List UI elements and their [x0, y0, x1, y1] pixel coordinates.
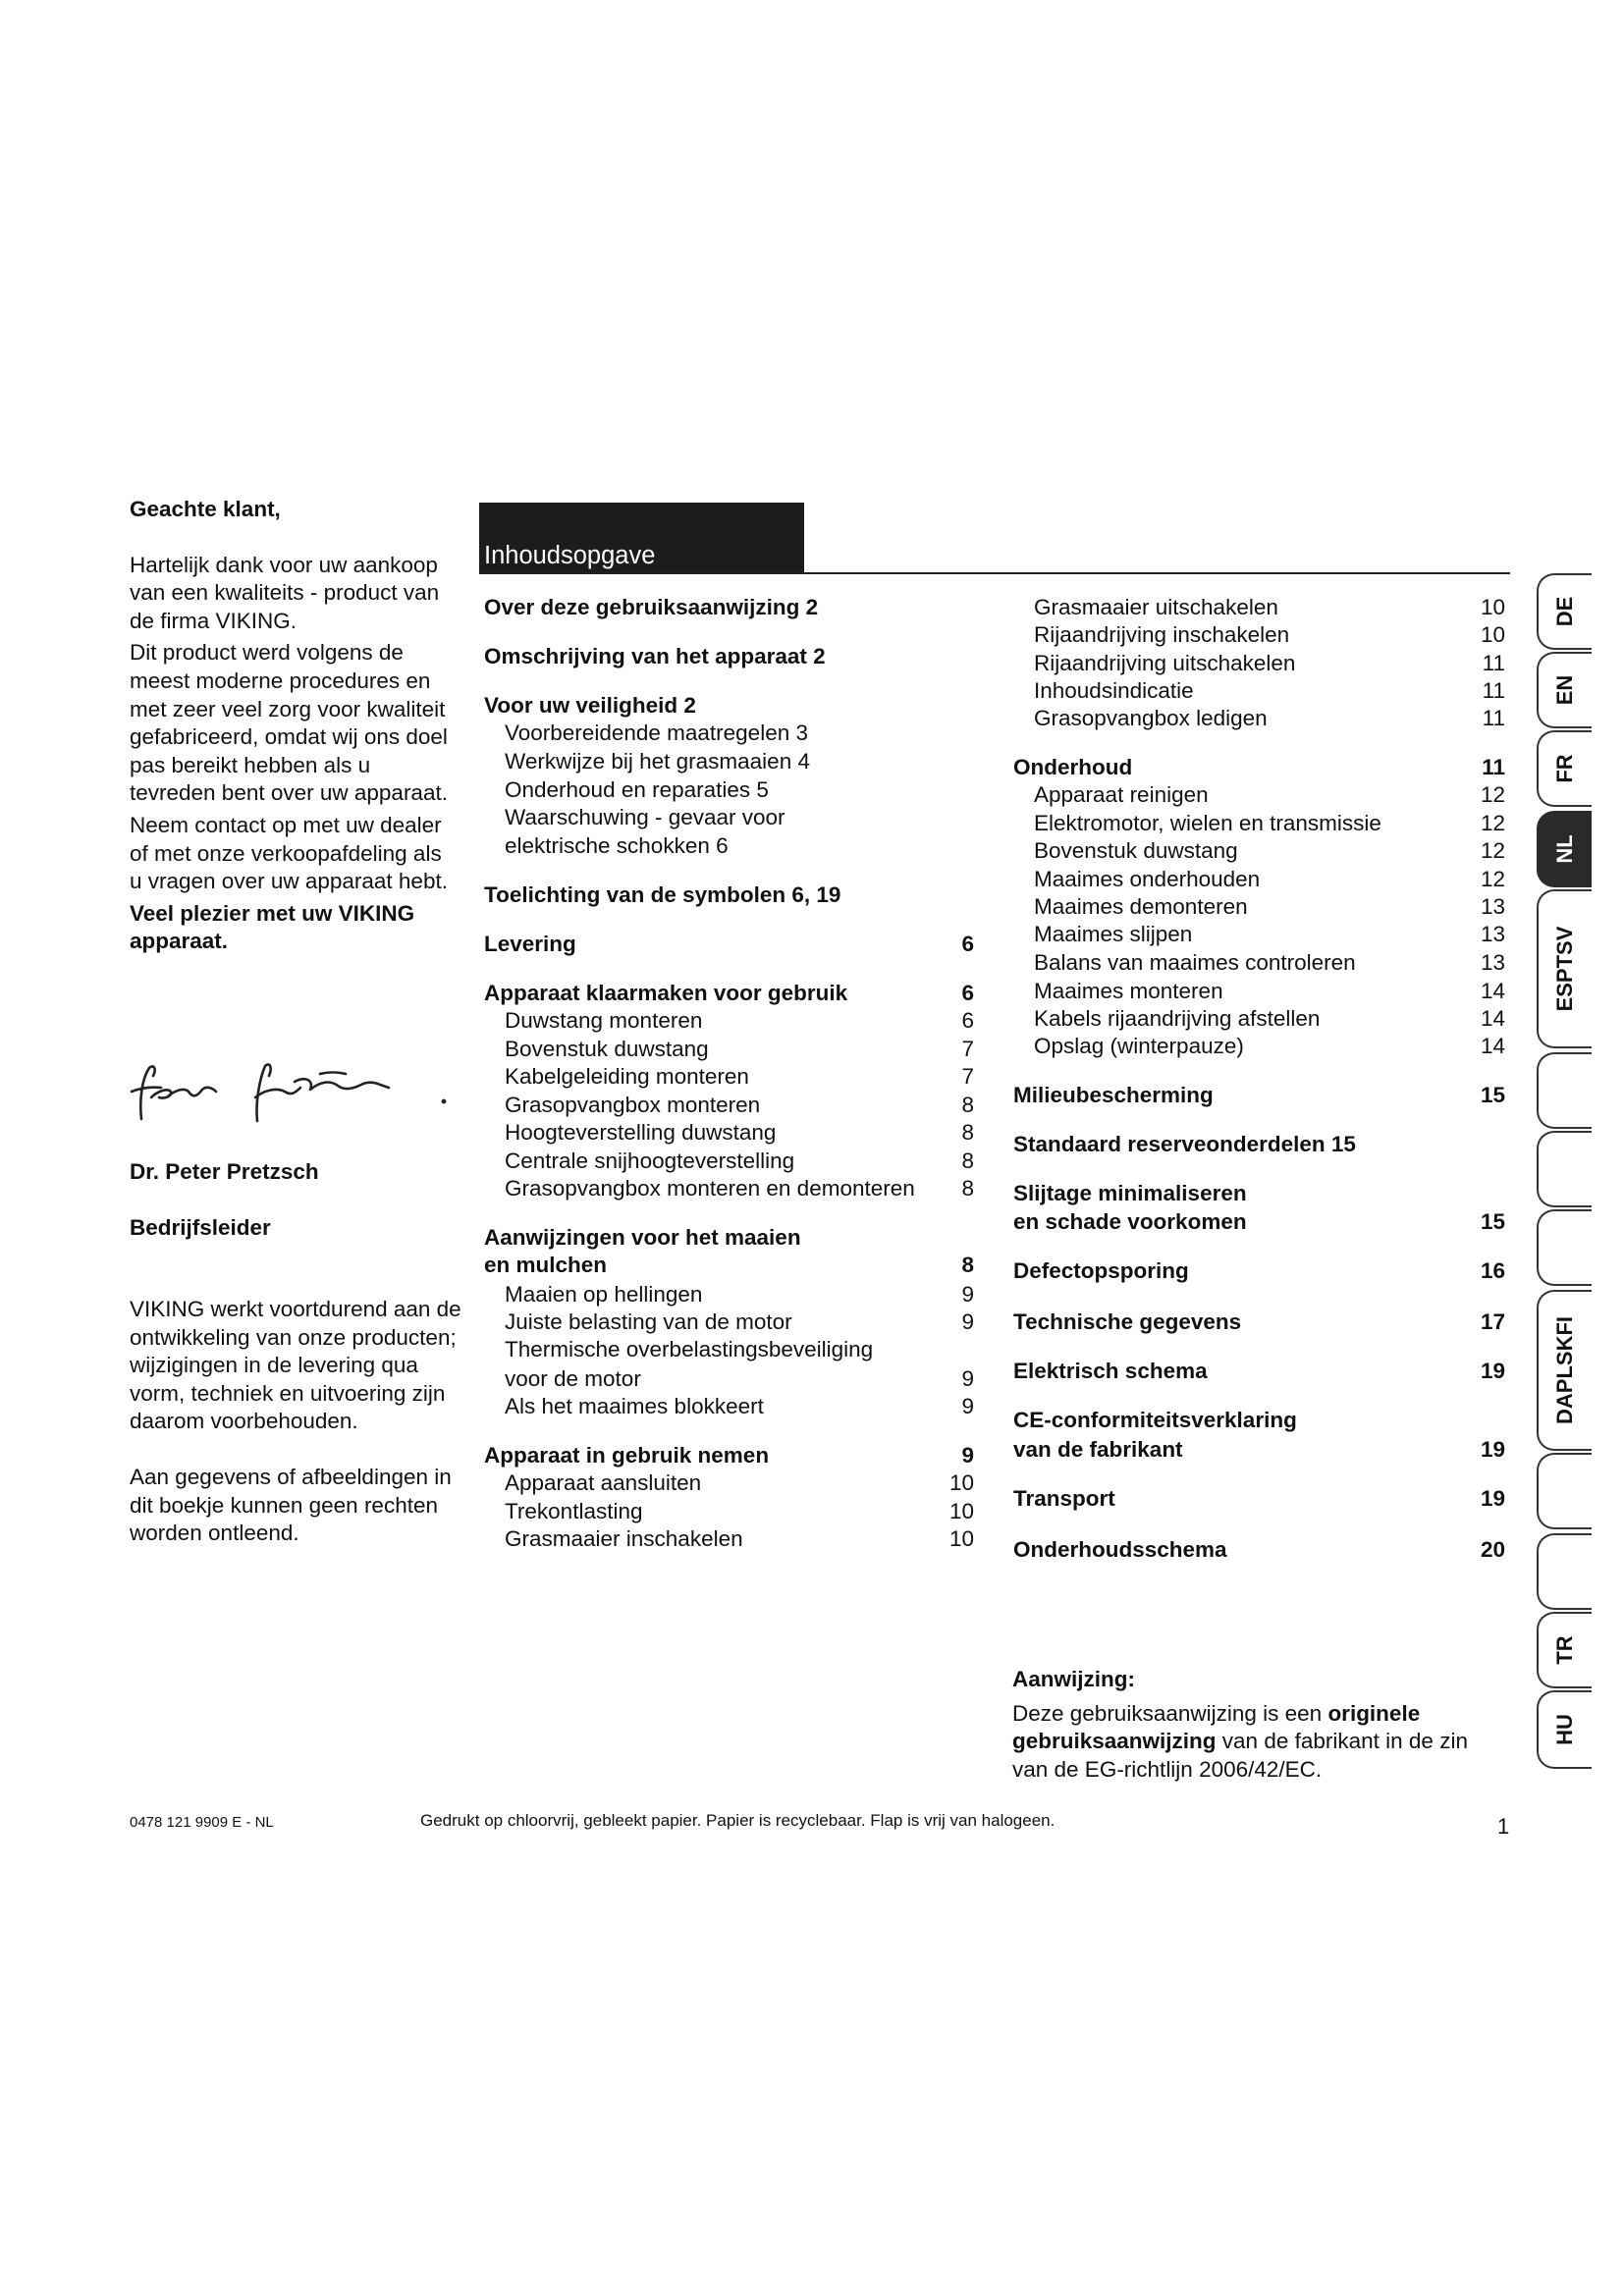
toc-header: [479, 503, 804, 573]
letter-paragraph-5: Aan gegevens of afbeeldingen in dit boekje kunnen geen rechten worden ontleend.: [130, 1464, 452, 1546]
toc-entry-title: Milieubescherming: [1013, 1083, 1214, 1107]
toc-entry-title: Onderhoud: [1013, 755, 1133, 779]
toc-entry[interactable]: [484, 1469, 974, 1499]
toc-entry-page: 8: [961, 1093, 974, 1117]
tab-group-sv-pt-es-label: [1552, 927, 1578, 1012]
toc-entry[interactable]: [1013, 893, 1505, 923]
toc-entry[interactable]: [1013, 754, 1505, 783]
toc-entry-page: 12: [1480, 838, 1505, 863]
tab-sk-label: SK: [1552, 1335, 1577, 1366]
document-code: 0478 121 9909 E - NL: [130, 1814, 274, 1831]
toc-entry[interactable]: [484, 980, 974, 1009]
toc-entry-title: Werkwijze bij het grasmaaien 4: [505, 749, 810, 774]
toc-entry-page: 7: [961, 1037, 974, 1061]
toc-entry[interactable]: [484, 594, 974, 623]
toc-entry-title: Opslag (winterpauze): [1034, 1034, 1244, 1058]
toc-entry[interactable]: [1013, 781, 1505, 811]
toc-entry-title: Grasopvangbox monteren: [505, 1093, 761, 1117]
toc-entry[interactable]: [484, 804, 974, 833]
toc-entry-title: Balans van maaimes controleren: [1034, 950, 1356, 975]
toc-entry-title: Apparaat reinigen: [1034, 782, 1209, 807]
toc-entry-page: 7: [961, 1064, 974, 1089]
toc-entry-title: Maaimes monteren: [1034, 979, 1223, 1003]
toc-entry-title: Als het maaimes blokkeert: [505, 1394, 764, 1418]
toc-entry[interactable]: [484, 1092, 974, 1121]
toc-entry-page: 11: [1482, 755, 1505, 779]
toc-entry-title: Maaimes slijpen: [1034, 922, 1193, 946]
toc-entry-title: Maaimes demonteren: [1034, 894, 1248, 919]
toc-entry-page: 13: [1480, 894, 1505, 919]
toc-entry-title: Inhoudsindicatie: [1034, 678, 1194, 703]
toc-entry-title: Rijaandrijving inschakelen: [1034, 622, 1290, 647]
tab-blank-1[interactable]: [1537, 1052, 1592, 1129]
toc-entry-page: 11: [1482, 678, 1505, 703]
toc-entry-title: en mulchen: [484, 1253, 608, 1277]
toc-entry-title: Over deze gebruiksaanwijzing 2: [484, 595, 819, 619]
toc-entry-title: van de fabrikant: [1013, 1437, 1183, 1462]
note-heading: Aanwijzing:: [1012, 1667, 1135, 1691]
toc-entry-title: Grasopvangbox monteren en demonteren: [505, 1176, 915, 1201]
tab-tr-label: TR: [1552, 1635, 1577, 1665]
toc-entry-page: 12: [1480, 782, 1505, 807]
toc-entry-page: 8: [961, 1148, 974, 1173]
toc-entry[interactable]: [1013, 1308, 1505, 1338]
toc-entry-title: Transport: [1013, 1486, 1115, 1511]
tab-en-label: EN: [1552, 674, 1577, 706]
toc-entry-title: Defectopsporing: [1013, 1258, 1189, 1283]
toc-entry[interactable]: [1013, 810, 1505, 839]
toc-entry[interactable]: [1013, 650, 1505, 679]
toc-entry[interactable]: [484, 1498, 974, 1527]
tab-pt-label: PT: [1552, 954, 1577, 984]
note-bold-1: originele: [1327, 1700, 1421, 1726]
tab-blank-2[interactable]: [1537, 1131, 1592, 1207]
toc-entry[interactable]: [484, 1365, 974, 1395]
toc-entry-page: 6: [961, 981, 974, 1005]
toc-entry-page: 10: [948, 1499, 974, 1523]
toc-entry[interactable]: [1013, 1005, 1505, 1035]
greeting: Geachte klant,: [130, 497, 281, 521]
toc-entry-page: 6: [961, 932, 974, 956]
note-text-after: van de fabrikant in de zin van de EG-richtlijn 2006/42/EC.: [1012, 1729, 1468, 1782]
toc-entry[interactable]: [1013, 1082, 1505, 1111]
tab-pl-label: PL: [1552, 1365, 1577, 1394]
toc-entry-title: Bovenstuk duwstang: [1034, 838, 1238, 863]
toc-entry-page: 19: [1480, 1359, 1505, 1383]
toc-entry-title: Kabelgeleiding monteren: [505, 1064, 749, 1089]
toc-entry-page: 15: [1480, 1083, 1505, 1107]
toc-entry-title: Waarschuwing - gevaar voor: [505, 805, 785, 829]
toc-entry[interactable]: [1013, 1358, 1505, 1387]
toc-entry-page: 14: [1480, 979, 1505, 1003]
letter-closing: Veel plezier met uw VIKING apparaat.: [130, 900, 415, 954]
toc-entry[interactable]: [484, 1148, 974, 1177]
tab-fr[interactable]: [1537, 730, 1592, 807]
toc-entry-page: 10: [1480, 622, 1505, 647]
tab-en[interactable]: [1537, 652, 1592, 728]
toc-entry-page: 11: [1482, 706, 1505, 730]
tab-group-da-pl-sk-fi-label: [1552, 1316, 1578, 1424]
toc-entry-page: 9: [961, 1394, 974, 1418]
toc-entry[interactable]: [1013, 1436, 1505, 1466]
toc-entry-title: Voor uw veiligheid 2: [484, 693, 696, 718]
toc-entry-title: elektrische schokken 6: [505, 833, 729, 858]
letter-paragraph-2: Dit product werd volgens de meest moderne procedures en met zeer veel zorg voor kwaliteit gefabriceerd, omdat wij ons doel pas bereikt hebben als u tevreden bent over uw apparaat.: [130, 640, 448, 806]
toc-entry-page: 8: [961, 1176, 974, 1201]
toc-entry-title: Juiste belasting van de motor: [505, 1309, 792, 1334]
toc-entry[interactable]: [484, 1336, 974, 1365]
toc-entry[interactable]: [484, 776, 974, 806]
tab-fi-label: FI: [1552, 1315, 1577, 1336]
toc-entry-page: 13: [1480, 950, 1505, 975]
toc-entry[interactable]: [484, 881, 974, 911]
toc-entry[interactable]: [1013, 866, 1505, 895]
toc-entry-page: 9: [961, 1309, 974, 1334]
tab-de[interactable]: [1537, 573, 1592, 650]
toc-entry-page: 19: [1480, 1437, 1505, 1462]
toc-rule: [479, 572, 1510, 574]
toc-entry[interactable]: [1013, 1033, 1505, 1062]
toc-entry[interactable]: [484, 1525, 974, 1555]
toc-entry[interactable]: [484, 1007, 974, 1037]
toc-entry-page: 12: [1480, 811, 1505, 835]
toc-entry-title: CE-conformiteitsverklaring: [1013, 1408, 1297, 1432]
toc-entry-page: 13: [1480, 922, 1505, 946]
toc-entry[interactable]: [1013, 1180, 1505, 1209]
toc-entry-title: en schade voorkomen: [1013, 1209, 1247, 1234]
toc-entry-title: Omschrijving van het apparaat 2: [484, 644, 826, 668]
tab-nl-label: NL: [1552, 834, 1577, 864]
toc-entry-page: 9: [961, 1366, 974, 1391]
toc-entry[interactable]: [484, 748, 974, 777]
tab-blank-5[interactable]: [1537, 1533, 1592, 1610]
tab-group-da-pl-sk-fi[interactable]: [1537, 1290, 1592, 1451]
tab-da-label: DA: [1552, 1393, 1577, 1425]
disclaimer-block: [130, 1296, 463, 1548]
toc-entry-title: Toelichting van de symbolen 6, 19: [484, 882, 841, 907]
toc-entry-page: 15: [1480, 1209, 1505, 1234]
signature-image: [128, 1058, 461, 1129]
toc-entry-page: 10: [948, 1470, 974, 1495]
toc-entry[interactable]: [1013, 621, 1505, 651]
toc-entry-title: Technische gegevens: [1013, 1309, 1242, 1334]
toc-entry-page: 10: [1480, 595, 1505, 619]
paper-note: Gedrukt op chloorvrij, gebleekt papier. Papier is recyclebaar. Flap is vrij van halogeen.: [420, 1811, 1056, 1830]
toc-entry-title: Rijaandrijving uitschakelen: [1034, 651, 1296, 675]
toc-entry-title: Aanwijzingen voor het maaien: [484, 1225, 801, 1250]
toc-entry-page: 16: [1480, 1258, 1505, 1283]
toc-entry[interactable]: [1013, 594, 1505, 623]
toc-entry[interactable]: [1013, 1536, 1505, 1566]
toc-entry-page: 12: [1480, 867, 1505, 891]
toc-entry[interactable]: [1013, 1407, 1505, 1436]
toc-entry-title: Grasmaaier uitschakelen: [1034, 595, 1278, 619]
toc-entry[interactable]: [484, 1442, 974, 1471]
toc-entry-title: Thermische overbelastingsbeveiliging: [505, 1337, 874, 1362]
toc-entry[interactable]: [1013, 921, 1505, 950]
toc-entry[interactable]: [484, 1393, 974, 1422]
toc-entry[interactable]: [1013, 949, 1505, 979]
toc-entry[interactable]: [1013, 677, 1505, 707]
toc-entry[interactable]: [1013, 1257, 1505, 1287]
toc-entry[interactable]: [1013, 1208, 1505, 1238]
toc-entry[interactable]: [1013, 1131, 1505, 1160]
tab-tr[interactable]: [1537, 1612, 1592, 1688]
toc-entry-title: Voorbereidende maatregelen 3: [505, 721, 808, 745]
toc-entry-title: Hoogteverstelling duwstang: [505, 1120, 777, 1145]
toc-entry[interactable]: [484, 1175, 974, 1204]
toc-entry-page: 14: [1480, 1006, 1505, 1031]
toc-entry-title: Elektromotor, wielen en transmissie: [1034, 811, 1381, 835]
toc-entry[interactable]: [484, 1224, 974, 1254]
toc-entry-title: Kabels rijaandrijving afstellen: [1034, 1006, 1321, 1031]
toc-entry-title: Duwstang monteren: [505, 1008, 703, 1033]
toc-entry-title: Apparaat aansluiten: [505, 1470, 702, 1495]
toc-entry-title: Apparaat klaarmaken voor gebruik: [484, 981, 848, 1005]
toc-entry[interactable]: [484, 643, 974, 672]
letter-paragraph-3: Neem contact op met uw dealer of met onze verkoopafdeling als u vragen over uw apparaat hebt.: [130, 812, 448, 894]
toc-entry-page: 9: [961, 1282, 974, 1307]
toc-entry-title: voor de motor: [505, 1366, 641, 1391]
signer-title: Bedrijfsleider: [130, 1214, 271, 1240]
toc-entry[interactable]: [484, 1308, 974, 1338]
toc-entry-title: Levering: [484, 932, 576, 956]
toc-entry[interactable]: [1013, 837, 1505, 867]
toc-entry[interactable]: [484, 1036, 974, 1065]
toc-entry-page: 14: [1480, 1034, 1505, 1058]
toc-entry-title: Bovenstuk duwstang: [505, 1037, 709, 1061]
toc-entry-title: Apparaat in gebruik nemen: [484, 1443, 770, 1468]
toc-entry-page: 9: [961, 1443, 974, 1468]
toc-title: Inhoudsopgave: [484, 542, 656, 569]
toc-entry[interactable]: [484, 1252, 974, 1281]
note-block: [1012, 1666, 1503, 1784]
toc-entry-page: 17: [1480, 1309, 1505, 1334]
toc-entry-title: Onderhoudsschema: [1013, 1537, 1227, 1562]
tab-nl[interactable]: [1537, 811, 1592, 887]
toc-entry-page: 20: [1480, 1537, 1505, 1562]
toc-entry[interactable]: [484, 832, 974, 862]
toc-entry-title: Centrale snijhoogteverstelling: [505, 1148, 795, 1173]
toc-entry[interactable]: [484, 1281, 974, 1310]
toc-entry[interactable]: [484, 692, 974, 721]
toc-entry-title: Onderhoud en reparaties 5: [505, 777, 769, 802]
note-bold-2: gebruiksaanwijzing: [1012, 1729, 1217, 1754]
tab-hu-label: HU: [1552, 1714, 1577, 1745]
tab-sv-label: SV: [1552, 926, 1577, 955]
tab-de-label: DE: [1552, 596, 1577, 627]
tab-blank-3[interactable]: [1537, 1209, 1592, 1286]
toc-entry-title: Slijtage minimaliseren: [1013, 1181, 1247, 1205]
toc-entry-title: Elektrisch schema: [1013, 1359, 1208, 1383]
tab-group-sv-pt-es[interactable]: [1537, 889, 1592, 1048]
toc-entry[interactable]: [484, 720, 974, 749]
tab-hu[interactable]: [1537, 1690, 1592, 1769]
toc-entry[interactable]: [484, 1063, 974, 1093]
toc-entry[interactable]: [484, 1119, 974, 1148]
letter-paragraph-1: Hartelijk dank voor uw aankoop van een kwaliteits - product van de firma VIKING.: [130, 552, 440, 633]
signer-block: [130, 1158, 459, 1242]
toc-entry-title: Maaimes onderhouden: [1034, 867, 1261, 891]
letter-paragraph-4: VIKING werkt voortdurend aan de ontwikkeling van onze producten; wijzigingen in de levering qua vorm, techniek en uitvoering zijn daarom voorbehouden.: [130, 1297, 461, 1434]
toc-entry[interactable]: [1013, 1485, 1505, 1515]
tab-fr-label: FR: [1552, 754, 1577, 783]
toc-entry[interactable]: [484, 931, 974, 960]
toc-entry-page: 6: [961, 1008, 974, 1033]
toc-entry[interactable]: [1013, 705, 1505, 734]
toc-entry-page: 8: [961, 1120, 974, 1145]
welcome-letter: [130, 496, 459, 956]
page-number: 1: [1497, 1814, 1510, 1839]
toc-entry-title: Grasmaaier inschakelen: [505, 1526, 743, 1551]
toc-entry-page: 10: [948, 1526, 974, 1551]
tab-es-label: ES: [1552, 983, 1577, 1012]
toc-entry-page: 11: [1482, 651, 1505, 675]
toc-entry-title: Maaien op hellingen: [505, 1282, 703, 1307]
toc-entry-title: Grasopvangbox ledigen: [1034, 706, 1268, 730]
toc-entry-page: 8: [961, 1253, 974, 1277]
note-text-before: Deze gebruiksaanwijzing is een: [1012, 1700, 1328, 1726]
signer-name: Dr. Peter Pretzsch: [130, 1159, 319, 1184]
note-text: [1012, 1700, 1503, 1785]
tab-blank-4[interactable]: [1537, 1453, 1592, 1529]
toc-entry-page: 19: [1480, 1486, 1505, 1511]
toc-entry[interactable]: [1013, 978, 1505, 1007]
toc-entry-title: Standaard reserveonderdelen 15: [1013, 1132, 1356, 1156]
toc-entry-title: Trekontlasting: [505, 1499, 643, 1523]
